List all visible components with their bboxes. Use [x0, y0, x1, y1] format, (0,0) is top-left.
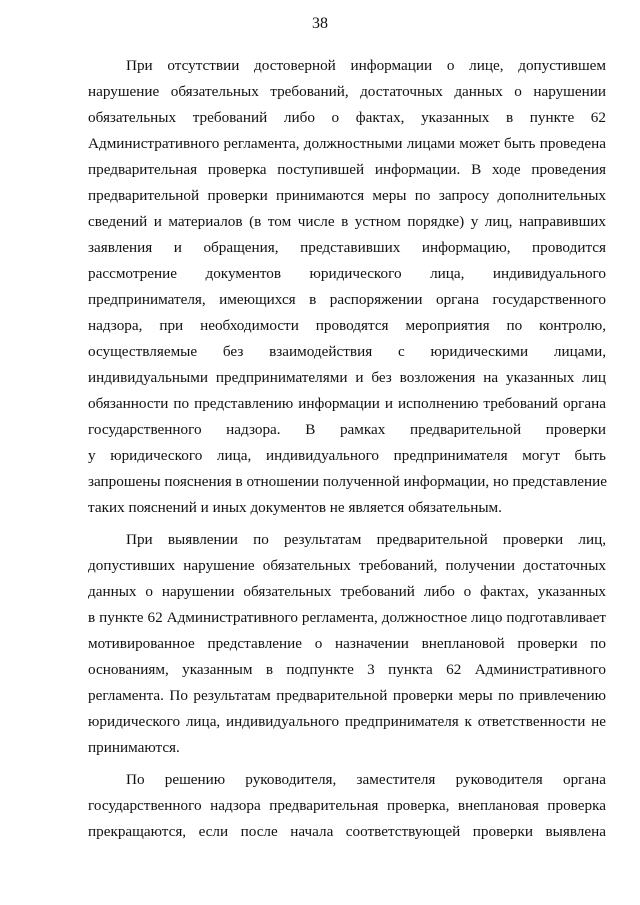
paragraph-1-line-16: у юридического лица, индивидуального предпринимателя могут быть: [88, 447, 606, 464]
paragraph-2-line-1: При выявлении по результатам предварительной проверки лиц,: [126, 531, 606, 548]
paragraph-1-line-13: индивидуальными предпринимателями и без возложения на указанных лиц: [88, 369, 606, 386]
paragraph-1-line-8: заявления и обращения, представивших информацию, проводится: [88, 239, 606, 256]
paragraph-1-line-5: предварительная проверка поступившей информации. В ходе проведения: [88, 161, 606, 178]
paragraph-3-line-3: прекращаются, если после начала соответствующей проверки выявлена: [88, 823, 606, 840]
paragraph-2-line-2: допустивших нарушение обязательных требований, получении достаточных: [88, 557, 606, 574]
paragraph-1-line-15: государственного надзора. В рамках предварительной проверки: [88, 421, 606, 438]
paragraph-2-line-6: основаниям, указанным в подпункте 3 пункта 62 Административного: [88, 661, 606, 678]
paragraph-3-line-2: государственного надзора предварительная проверка, внеплановая проверка: [88, 797, 606, 814]
paragraph-2-line-5: мотивированное представление о назначении внеплановой проверки по: [88, 635, 606, 652]
paragraph-1-line-1: При отсутствии достоверной информации о лице, допустившем: [126, 57, 606, 74]
document-body: [88, 53, 606, 845]
paragraph-1-line-6: предварительной проверки принимаются меры по запросу дополнительных: [88, 187, 606, 204]
paragraph-2-line-9: принимаются.: [88, 739, 180, 756]
paragraph-1-line-14: обязанности по представлению информации и исполнению требований органа: [88, 395, 606, 412]
page-number: 38: [312, 15, 328, 32]
paragraph-1-line-3: обязательных требований либо о фактах, указанных в пункте 62: [88, 109, 606, 126]
paragraph-1-line-12: осуществляемые без взаимодействия с юридическими лицами,: [88, 343, 606, 360]
paragraph-1-line-18: таких пояснений и иных документов не является обязательным.: [88, 499, 502, 516]
paragraph-1-line-17: запрошены пояснения в отношении полученной информации, но представление: [88, 473, 608, 490]
paragraph-2-line-3: данных о нарушении обязательных требований либо о фактах, указанных: [88, 583, 606, 600]
paragraph-1-line-9: рассмотрение документов юридического лица, индивидуального: [88, 265, 606, 282]
paragraph-2-line-4: в пункте 62 Административного регламента, должностное лицо подготавливает: [88, 609, 606, 626]
paragraph-1-line-4: Административного регламента, должностными лицами может быть проведена: [88, 135, 606, 152]
paragraph-2-line-7: регламента. По результатам предварительной проверки меры по привлечению: [88, 687, 606, 704]
paragraph-1-line-2: нарушение обязательных требований, достаточных данных о нарушении: [88, 83, 606, 100]
paragraph-1-line-11: надзора, при необходимости проводятся мероприятия по контролю,: [88, 317, 606, 334]
paragraph-1-line-7: сведений и материалов (в том числе в устном порядке) у лиц, направивших: [88, 213, 606, 230]
paragraph-1-line-10: предпринимателя, имеющихся в распоряжении органа государственного: [88, 291, 606, 308]
paragraph-3-line-1: По решению руководителя, заместителя руководителя органа: [126, 771, 606, 788]
paragraph-2-line-8: юридического лица, индивидуального предпринимателя к ответственности не: [88, 713, 606, 730]
